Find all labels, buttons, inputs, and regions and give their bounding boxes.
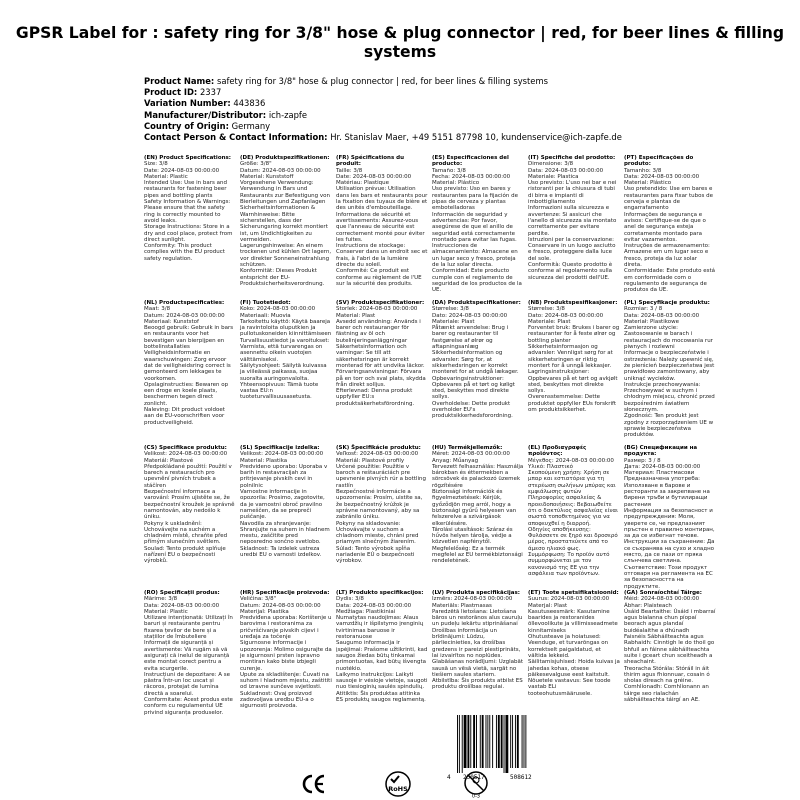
info-row <box>144 87 784 98</box>
spec-line: Datum: 2024-08-03 00:00:00 <box>240 602 321 609</box>
spec-heading: (PT) Especificações do produto: <box>624 155 694 168</box>
spec-section <box>528 445 620 585</box>
spec-line: Material: Plastika <box>240 457 288 464</box>
barcode-bar <box>498 715 500 768</box>
spec-line: Informacje o bezpieczeństwie i ostrzeżenia: Należy upewnić się, że pierścień bezpieczeństwa jest prawidłowo zamontowany, aby uniknąć wycieków. <box>624 350 715 382</box>
spec-section <box>432 155 524 295</box>
spec-heading: (CS) Specifikace produktu: <box>144 445 227 451</box>
spec-line: Beoogd gebruik: Gebruik in bars en restaurants voor het bevestigen van bierpijpen en bottelinstallaties <box>144 325 234 351</box>
spec-line: Storlek: 2024-08-03 00:00:00 <box>336 306 418 313</box>
spec-line: Matériau: Plastique <box>336 180 390 187</box>
spec-line: Material: Plástico <box>432 180 480 187</box>
spec-section <box>432 590 524 730</box>
spec-line: Bezpečnostné informácie a upozornenia: Prosím, uistite sa, že bezpečnostný krúžok je správne namontovaný, aby sa zabránilo úniku. <box>336 489 423 521</box>
spec-section <box>528 155 620 295</box>
info-value: ich-zapfe <box>268 109 308 120</box>
spec-line: Πληροφορίες ασφαλείας & προειδοποιήσεις: Βεβαιωθείτε ότι ο δακτύλιος ασφαλείας είναι σωστά τοποθετημένος για να αποφευχθεί η διαρροή. <box>528 495 619 527</box>
spec-heading: (SK) Špecifikácie produktu: <box>336 445 421 451</box>
spec-line: Sicherheitsinformationen & Warnhinweise: Bitte sicherstellen, dass der Sicherungsring korrekt montiert ist, um Undichtigkeiten zu vermeiden. <box>240 205 328 243</box>
spec-line: Zamierzone użycie: Zastosowanie w barach i restauracjach do mocowania rur piwnych i rozlewni <box>624 325 713 351</box>
spec-section <box>240 300 332 440</box>
spec-line: Informations de sécurité et avertissements: Assurez-vous que l'anneau de sécurité est correctement monté pour éviter les fuites. <box>336 211 425 243</box>
spec-line: Информация за безопасност и предупреждения: Моля, уверете се, че предпазният пръстен е правилно монтиран, за да се избегнат течове. <box>624 507 715 540</box>
spec-line: Navodila za shranjevanje: Shranjujte na suhem in hladnem mestu, zaščitite pred neposredno sončno svetlobo. <box>240 520 330 546</box>
info-label: Manufacturer/Distributor: <box>144 109 267 120</box>
spec-line: Efterlevnad: Denna produkt uppfyller EU:s produktsäkerhetsförordning. <box>336 388 415 407</box>
spec-line: Opbevaringsinstruktioner: Opbevares på et tørt og køligt sted, beskyttes mod direkte sollys. <box>432 375 515 401</box>
info-label: Country of Origin: <box>144 120 229 131</box>
barcode-lead-digit: 4 <box>447 774 451 781</box>
spec-line: Predvideno uporabo: Uporaba v barih in restavracijah za pritrjevanje pivskih cevi in polnilnic <box>240 463 328 489</box>
spec-line: Tárolási utasítások: Száraz és hűvös helyen tárolja, védje a közvetlen napfénytől. <box>432 526 513 546</box>
spec-line: Pokyny na skladovanie: Uchovávajte v suchom a chladnom mieste, chráni pred priamym slnečným žiarením. <box>336 520 419 546</box>
spec-section <box>144 445 236 585</box>
spec-line: Size: 3/8 <box>144 161 168 168</box>
spec-line: Størrelse: 3/8 <box>432 306 469 313</box>
barcode-bar <box>487 715 488 768</box>
spec-line: Biztonsági információk és figyelmeztetések: Kérjük, győződjön meg arról, hogy a biztonsági gyűrű helyesen van felszerelve a szivárgások elkerülésére. <box>432 489 517 527</box>
info-value: 2337 <box>199 87 222 98</box>
spec-line: Dato: 2024-08-03 00:00:00 <box>432 312 508 319</box>
spec-line: Dimensione: 3/8 <box>528 161 574 168</box>
spec-line: Conformidade: Este produto está em conformidade com o regulamento de segurança de produtos da UE. <box>624 268 716 294</box>
spec-line: Úsáid Beartaithe: Úsáid i mbarraí agus bialanna chun píopaí beorach agus plandaí buidéalaithe a dhúnadh <box>624 608 716 634</box>
spec-line: Materijal: Plastika <box>240 608 289 615</box>
spec-line: Størrelse: 3/8 <box>528 306 565 313</box>
spec-heading: (RO) Specificații produs: <box>144 590 220 596</box>
spec-line: Glabāšanas norādījumi: Uzglabāt sausā un vēsā vietā, sargāt no tiešiem saules stariem. <box>432 659 524 678</box>
info-value: safety ring for 3/8" hose & plug connector | red, for beer lines & filling systems <box>216 76 548 86</box>
spec-heading: (FR) Spécifications du produit: <box>336 155 405 168</box>
spec-line: Atitiktis: Šis produktas atitinka ES produktų saugos reglamentą. <box>336 690 426 704</box>
spec-line: Data: 2024-08-03 00:00:00 <box>144 602 220 609</box>
spec-line: Material: Kunststoff <box>240 173 294 180</box>
rohs-icon <box>384 770 412 798</box>
barcode-bar <box>459 715 460 773</box>
spec-line: Ohutusteave ja hoiatused: Veenduge, et turvarõngas on korrektselt paigaldatud, et vältida lekkeid. <box>528 634 609 659</box>
spec-line: Påtænkt anvendelse: Brug i barer og restauranter til fastgørelse af ølrør og aftapningsanlæg <box>432 325 509 351</box>
spec-section <box>528 300 620 440</box>
barcode-group-1: 250517 <box>463 774 485 781</box>
spec-line: Veľkosť: 2024-08-03 00:00:00 <box>336 451 419 458</box>
spec-section <box>240 155 332 295</box>
spec-line: Material: Plast <box>336 312 376 319</box>
spec-line: Veiligheidsinformatie en waarschuwingen: Zorg ervoor dat de veiligheidsring correct is gemonteerd om lekkages te voorkomen. <box>144 350 231 382</box>
barcode-bar <box>467 715 469 768</box>
spec-line: Méid: 2024-08-03 00:00:00 <box>624 596 700 603</box>
spec-heading: (NB) Produktspesifikasjoner: <box>528 300 618 306</box>
spec-line: Uso previsto: Uso en bares y restaurantes para la fijación de pipas de cerveza y plantas embotelladoras <box>432 186 518 212</box>
spec-heading: (EN) Product Specifications: <box>144 155 231 161</box>
page-title: GPSR Label for : safety ring for 3/8" hose & plug connector | red, for beer lines & filling systems <box>15 24 785 61</box>
info-row <box>144 76 784 87</box>
spec-line: Data: 2024-08-03 00:00:00 <box>624 173 700 180</box>
barcode-bar <box>504 715 505 773</box>
barcode-bar <box>473 715 475 768</box>
spec-line: Skladnost: Ta izdelek ustreza uredbi EU o varnosti izdelkov. <box>240 545 322 559</box>
spec-line: Atbilstība: Šis produkts atbilst ES produktu drošības regulai. <box>432 678 523 691</box>
compliance-icons <box>0 770 800 800</box>
specification-grid <box>144 155 719 735</box>
info-row <box>144 121 784 132</box>
barcode-bar <box>482 715 484 768</box>
spec-section <box>336 300 428 440</box>
spec-section <box>144 590 236 730</box>
spec-line: Koko: 2024-08-03 00:00:00 <box>240 306 316 313</box>
rohs-label: RoHS <box>388 785 408 793</box>
spec-line: Treoracha Stórála: Stóráil in áit thirim agus fhionnuar, cosain ó sholas díreach na gréine. <box>624 665 710 685</box>
spec-line: Дата: 2024-08-03 00:00:00 <box>624 463 701 470</box>
spec-line: Conformité: Ce produit est conforme au règlement de l'UE sur la sécurité des produits. <box>336 268 422 287</box>
spec-line: Data: 2024-08-03 00:00:00 <box>624 312 700 319</box>
spec-line: Předpokládané použití: Použití v barech a restauracích pro upevnění pivních trubek a stáčíren <box>144 463 232 489</box>
spec-line: Forventet bruk: Brukes i barer og restauranter for å feste ølrør og bottling planter <box>528 325 620 344</box>
spec-line: Maat: 3/8 <box>144 306 171 313</box>
spec-line: Mărime: 3/8 <box>144 596 178 603</box>
info-label: Product ID: <box>144 87 198 98</box>
product-info <box>144 76 784 143</box>
spec-line: Tamanho: 3/8 <box>624 167 662 174</box>
ce-mark-icon <box>300 770 328 798</box>
barcode-bar <box>496 715 497 768</box>
spec-line: Pokyny k uskladnění: Uchovávejte na suchém a chladném místě, chraňte před přímým slunečním světlem. <box>144 520 228 546</box>
spec-band <box>144 590 719 733</box>
spec-line: Instructions de stockage: Conserver dans un endroit sec et frais, à l'abri de la lumière directe du soleil. <box>336 243 428 269</box>
spec-line: Sigurnosne informacije i upozorenja: Molimo osigurajte da je sigurnosni prsten ispravno montiran kako biste izbjegli curenje. <box>240 640 332 672</box>
spec-line: Opslaginstructies: Bewaren op een droge en koele plaats, beschermen tegen direct zonlicht. <box>144 381 229 407</box>
spec-line: Bezpečnostní informace a varování: Prosím ujistěte se, že bezpečnostní kroužek je správně namontován, aby nedošlo k úniku. <box>144 489 235 521</box>
spec-line: Förvaringsanvisningar: Förvara på en torr och sval plats, skydda från direkt solljus. <box>336 369 426 388</box>
spec-line: Intended Use: Use in bars and restaurants for fastening beer pipes and bottling plants <box>144 180 227 199</box>
spec-band <box>144 300 719 443</box>
barcode-bar <box>457 715 458 773</box>
spec-line: Nõuetele vastavus: See toode vastab ELi tooteohutusmäärusele. <box>528 678 611 697</box>
spec-line: Οδηγίες αποθήκευσης: Φυλάσσετε σε ξηρό και δροσερό μέρος, προστατεύετε από το άμεσο ηλιακό φως. <box>528 526 618 552</box>
spec-line: Overholdelse: Dette produkt overholder EU's produktsikkerhedsforordning. <box>432 400 513 420</box>
spec-line: Utilizare intenționată: Utilizați în baruri și restaurante pentru fixarea țevilor de bere și a stațiilor de îmbuteliere <box>144 615 233 641</box>
spec-line: Avsedd användning: Används i barer och restauranger för fästning av öl och butelinjeringanläggningar <box>336 318 421 344</box>
age-label: 0-3 <box>471 793 481 800</box>
barcode-bars <box>455 715 555 773</box>
spec-line: Anyag: Műanyag <box>432 457 479 464</box>
spec-line: Información de seguridad y advertencias: Por favor, asegúrese de que el anillo de seguridad está correctamente montado para evitar las fugas. <box>432 211 517 243</box>
spec-line: Medžiaga: Plastikiniai <box>336 608 396 615</box>
spec-line: Súlad: Tento výrobok spĺňa nariadenie EÚ o bezpečnosti výrobkov. <box>336 545 415 565</box>
spec-line: Tervezett felhasználás: Használja bárokban és éttermekben a sörcsövek és palackozó üzemek rögzítésére <box>432 463 524 489</box>
spec-line: Material: Plástico <box>624 180 672 187</box>
spec-line: Sikkerhedsinformation og advarsler: Sørg for, at sikkerhedsringen er korrekt monteret for at undgå lækager. <box>432 350 519 376</box>
spec-section <box>144 155 236 295</box>
spec-heading: (DE) Produktspezifikationen: <box>240 155 330 161</box>
spec-line: Laikymo instrukcijos: Laikyti sausoje ir vėsioje vietoje, saugoti nuo tiesioginių saulės spindulių. <box>336 671 428 691</box>
spec-section <box>144 300 236 440</box>
barcode-bar <box>476 715 477 768</box>
spec-heading: (HR) Specifikacije proizvoda: <box>240 590 330 596</box>
spec-line: Date: 2024-08-03 00:00:00 <box>336 173 412 180</box>
spec-heading: (BG) Спецификации на продукта: <box>624 445 698 458</box>
spec-heading: (NL) Productspecificaties: <box>144 300 225 306</box>
spec-line: Paredzētā lietošana: Lietošana bāros un restorānos alus cauruļu un pudeļu iekārtu stiprināšanai <box>432 608 523 628</box>
spec-line: Materiale: Plast <box>432 318 475 325</box>
info-value: Hr. Stanislav Maer, +49 5151 87798 10, kundenservice@ich-zapfe.de <box>330 132 622 143</box>
barcode-group-2: 508612 <box>510 774 532 781</box>
barcode-bar <box>512 715 513 768</box>
spec-line: Konformität: Dieses Produkt entspricht der EU-Produktsicherheitsverordnung. <box>240 268 325 287</box>
spec-line: Comhlíonadh: Comhlíonann an táirge seo rialachán sábháilteachta táirgí an AE. <box>624 684 709 704</box>
barcode-bar <box>515 715 516 768</box>
spec-line: Saugumo informacija ir įspėjimai: Prašome užtikrinti, kad saugos žiedas būtų tinkamai primontuotas, kad būtų išvengta nuotėkio. <box>336 640 428 672</box>
spec-line: Materiāls: Plastmasas <box>432 602 492 609</box>
barcode-bar <box>525 715 526 768</box>
barcode-bar <box>489 715 490 768</box>
spec-section <box>336 445 428 585</box>
spec-section <box>432 300 524 440</box>
spec-line: Materiale: Plastica <box>528 173 579 180</box>
spec-line: Материал: Пластмасови <box>624 470 695 477</box>
info-label: Contact Person & Contact Information: <box>144 132 328 143</box>
spec-line: Upute za skladištenje: Čuvati na suhom i hladnom mjestu, zaštititi od izravne sunčeve svjetlosti. <box>240 671 332 691</box>
spec-line: Kasutuseesmärk: Kasutamine baarides ja restoranides õllevoolikute ja villimisseadmete kinnitamiseks <box>528 608 618 634</box>
spec-line: Размер: 3 / 8 <box>624 457 661 464</box>
spec-line: Predviđena uporaba: Korištenje u barovima i restoranima za pričvršćivanje pivskih cijevi i uređaja za točenje <box>240 615 332 641</box>
spec-line: Materiał: Plastikowe <box>624 318 679 325</box>
spec-line: Informações de segurança e avisos: Certifique-se de que o anel de segurança esteja corretamente montado para evitar vazamentos. <box>624 211 706 243</box>
spec-line: Zgodność: Ten produkt jest zgodny z rozporządzeniem UE w sprawie bezpieczeństwa produktów. <box>624 413 714 439</box>
spec-line: Uso pretendido: Use em bares e restaurantes para fixar tubos de cerveja e plantas de engarrafamento <box>624 186 714 212</box>
info-value: 443836 <box>233 98 266 109</box>
spec-line: Materiál: Plastové profily <box>336 457 405 464</box>
spec-line: Overensstemmelse: Dette produktet oppfyller EUs forskrift om produktsikkerhet. <box>528 394 617 414</box>
spec-line: Dato: 2024-08-03 00:00:00 <box>528 312 604 319</box>
spec-line: Numatytas naudojimas: Alaus vamzdžių ir išpilstymo įrenginių tvirtinimas baruose ir restoranuose <box>336 615 424 641</box>
spec-line: Naleving: Dit product voldoet aan de EU-voorschriften voor productveiligheid. <box>144 407 225 426</box>
spec-line: Lagringsinstruksjoner: Oppbevares på et tørt og avkjølt sted, beskyttes mot direkte sollys. <box>528 369 618 395</box>
spec-line: Izmērs: 2024-08-03 00:00:00 <box>432 596 513 603</box>
spec-line: Turvallisuustiedot ja varoitukset: Varmista, että turvarengas on asennettu oikein vuotojen välttämiseksi. <box>240 337 330 363</box>
spec-line: Veličina: 3/8" <box>240 596 277 603</box>
spec-line: Informazioni sulla sicurezza e avvertenze: Si assicuri che l'anello di sicurezza sia montato correttamente per evitare perdite. <box>528 205 617 237</box>
spec-line: Istruzioni per la conservazione: Conservare in un luogo asciutto e fresco, proteggere dalla luce del sole. <box>528 236 616 262</box>
barcode-bar <box>470 715 471 768</box>
spec-line: Megfelelőség: Ez a termék megfelel az EU termékbiztonsági rendeletének. <box>432 545 523 565</box>
spec-line: Συμμόρφωση: Το προϊόν αυτό συμμορφώνεται με τον κανονισμό της ΕΕ για την ασφάλεια των προϊόντων. <box>528 552 610 577</box>
barcode-bar <box>462 715 463 773</box>
spec-line: Υλικό: Πλαστικό <box>528 463 573 470</box>
info-value: Germany <box>231 120 271 131</box>
spec-line: Data: 2024-08-03 00:00:00 <box>336 602 412 609</box>
spec-line: Velikost: 2024-08-03 00:00:00 <box>240 451 324 458</box>
spec-line: Materiaali: Muovia <box>240 312 291 319</box>
spec-heading: (LT) Produkto specifikacijos: <box>336 590 424 596</box>
spec-line: Lagerungshinweise: An einem trockenen und kühlen Ort lagern, vor direkter Sonneneinstrahlung schützen. <box>240 243 332 269</box>
barcode-bar <box>480 715 481 768</box>
barcode-bar <box>524 715 525 768</box>
spec-section <box>240 445 332 585</box>
spec-band <box>144 155 719 298</box>
spec-line: Instrucțiuni de depozitare: A se păstra într-un loc uscat și răcoros, protejat de lumina directă a soarelui. <box>144 671 231 697</box>
spec-line: Material: Plastic <box>144 173 188 180</box>
spec-line: Rozmiar: 3 / 8 <box>624 306 663 313</box>
spec-line: Určené použitie: Použitie v baroch a reštauráciách pre upevnenie pivných rúr a bottling rastlín <box>336 463 426 489</box>
spec-line: Materiaal: Kunststof <box>144 318 199 325</box>
spec-heading: (GA) Sonraíochtaí Táirge: <box>624 590 702 596</box>
spec-heading: (SV) Produktspecifikationer: <box>336 300 425 306</box>
spec-heading: (HU) Termékjellemzők: <box>432 445 503 451</box>
spec-heading: (DA) Produktspecifikationer: <box>432 300 521 306</box>
spec-heading: (ET) Toote spetsifikatsioonid: <box>528 590 619 596</box>
spec-line: Suurus: 2024-08-03 00:00:00 <box>528 596 610 603</box>
spec-line: Säilitamisjuhised: Hoida kuivas ja jahedas kohas, otsese päikesevalguse eest kaitstult. <box>528 659 620 678</box>
not-for-children-0-3-icon <box>462 770 490 798</box>
spec-line: Vorgesehene Verwendung: Verwendung in Bars und Restaurants zur Befestigung von Bierleitungen und Zapfanlagen <box>240 180 330 206</box>
spec-line: Conformidad: Este producto cumple con el reglamento de seguridad de los productos de la UE. <box>432 268 522 294</box>
spec-section <box>528 590 620 730</box>
spec-line: Предназначена употреба: Използване в барове и ресторанти за закрепване на бирени тръби и бутилиращи растения <box>624 476 710 508</box>
spec-line: Datum: 2024-08-03 00:00:00 <box>240 167 321 174</box>
spec-line: Date: 2024-08-03 00:00:00 <box>144 167 220 174</box>
spec-line: Instrukcje przechowywania: Przechowywać w suchym i chłodnym miejscu, chronić przed bezpośrednim światłem słonecznym. <box>624 381 715 414</box>
spec-heading: (SL) Specifikacije izdelka: <box>240 445 320 451</box>
spec-heading: (ES) Especificaciones del producto: <box>432 155 509 168</box>
spec-line: Conformità: Questo prodotto è conforme al regolamento sulla sicurezza dei prodotti dell'UE. <box>528 262 613 281</box>
barcode-bar <box>501 715 503 768</box>
spec-line: Sukladnost: Ovaj proizvod zadovoljava uredbu EU-a o sigurnosti proizvoda. <box>240 690 314 710</box>
spec-heading: (IT) Specifiche del prodotto: <box>528 155 616 161</box>
info-row <box>144 110 784 121</box>
spec-line: Μέγεθος: 2024-08-03 00:00:00 <box>528 457 614 464</box>
barcode-bar <box>522 715 523 768</box>
spec-band <box>144 445 719 588</box>
spec-line: Tarkoitettu käyttö: Käytä baareja ja ravintoloita oluputkien ja pullotuskoneiden kiinnittämiseen <box>240 318 332 338</box>
info-label: Product Name: <box>144 76 215 86</box>
spec-line: Méret: 2024-08-03 00:00:00 <box>432 451 510 458</box>
spec-heading: (LV) Produkta specifikācijas: <box>432 590 520 596</box>
spec-section <box>336 155 428 295</box>
spec-line: Storage Instructions: Store in a dry and cool place, protect from direct sunlight. <box>144 224 233 243</box>
spec-line: Drošības informācija un brīdinājumi: Lūdzu, pārliecinieties, ka drošības gredzens ir pareizi piestiprināts, lai izvairītos no noplūdes. <box>432 627 521 659</box>
spec-line: Velikost: 2024-08-03 00:00:00 <box>144 451 228 458</box>
spec-line: Materiál: Plastové <box>144 457 194 464</box>
info-label: Variation Number: <box>144 98 231 109</box>
spec-section <box>240 590 332 730</box>
spec-line: Faisnéis Sábháilteachta agus Rabhaidh: Cinntigh le do thoil go bhfuil an fáinne sábháilteachta suite i gceart chun sceitheadh a sheachaint. <box>624 634 715 666</box>
spec-line: Datum: 2024-08-03 00:00:00 <box>144 312 225 319</box>
spec-line: Materiale: Plast <box>528 318 571 325</box>
spec-heading: (PL) Specyfikacje produktu: <box>624 300 710 306</box>
spec-line: Fecha: 2024-08-03 00:00:00 <box>432 173 511 180</box>
spec-line: Yhteensopivuus: Tämä tuote vastaa EU:n tuoteturvallisuusasetusta. <box>240 381 319 401</box>
spec-line: Material: Plastic <box>144 608 188 615</box>
barcode-bar <box>510 715 511 768</box>
spec-line: Σκοπούμενη χρήση: Χρήση σε μπαρ και εστιατόρια για τη στερέωση σωλήνων μπύρας και εμφιάλωσης φυτών <box>528 470 616 496</box>
spec-line: Ábhar: Plaisteach <box>624 602 672 609</box>
info-row <box>144 98 784 109</box>
spec-line: Conformitate: Acest produs este conform cu regulamentul UE privind siguranța produselor. <box>144 697 233 716</box>
spec-line: Sikkerhetsinformasjon og advarsler: Vennligst sørg for at sikkerhetsringen er riktig montert for å unngå lekkasjer. <box>528 344 613 369</box>
spec-line: Uso previsto: L'uso nei bar e nei ristoranti per la chiusura di tubi di birra e impianti di imbottigliamento <box>528 180 617 206</box>
spec-line: Data: 2024-08-03 00:00:00 <box>528 167 604 174</box>
spec-line: Größe: 3/8" <box>240 161 272 168</box>
spec-section <box>624 300 716 440</box>
spec-heading: (FI) Tuotetiedot: <box>240 300 291 306</box>
spec-line: Instrucciones de almacenamiento: Almacene en un lugar seco y fresco, proteja de la luz solar directa. <box>432 243 518 269</box>
barcode-bar <box>505 715 508 773</box>
spec-section <box>432 445 524 585</box>
spec-line: Conformity: This product complies with the EU product safety regulation. <box>144 243 225 262</box>
spec-line: Dydis: 3/8 <box>336 596 364 603</box>
spec-section <box>624 155 716 295</box>
spec-line: Instruções de armazenamento: Armazene em um lugar seco e fresco, proteja da luz solar direta. <box>624 243 710 269</box>
spec-line: Tamaño: 3/8 <box>432 167 466 174</box>
spec-section <box>624 590 716 730</box>
spec-line: Taille: 3/8 <box>336 167 363 174</box>
spec-line: Инструкции за съхранение: Да се съхранява на сухо и хладно място, да се пази от пряка слънчева светлина. <box>624 539 715 565</box>
barcode-bar <box>517 715 519 768</box>
spec-line: Soulad: Tento produkt splňuje nařízení EU o bezpečnosti výrobků. <box>144 545 226 565</box>
spec-section <box>336 590 428 730</box>
spec-line: Utilisation prévue: Utilisation dans les bars et restaurants pour la fixation des tuyaux de bière et des unités d'embouteillage. <box>336 186 428 212</box>
spec-line: Varnostne informacije in opozorila: Prosimo, zagotovite, da je varnostni obroč pravilno nameščen, da se prepreči puščanje. <box>240 489 325 521</box>
spec-line: Säkerhetsinformation och varningar: Se till att säkerhetsringen är korrekt monterad för att undvika läckor. <box>336 344 425 369</box>
info-row <box>144 132 784 143</box>
barcode-bar <box>486 715 487 768</box>
spec-line: Säilytysohjeet: Säilytä kuivassa ja viileässä paikassa, suojaa suoralta auringonvalolta. <box>240 362 327 382</box>
barcode-bar <box>464 715 467 768</box>
barcode-bar <box>492 715 493 768</box>
spec-line: Informații de siguranță și avertismente: Vă rugăm să vă asigurați că inelul de siguranță este montat corect pentru a evita scurgerile. <box>144 640 230 672</box>
spec-line: Съответствие: Този продукт отговаря на регламента на ЕС за безопасността на продуктите. <box>624 564 713 590</box>
spec-line: Materjal: Plast <box>528 602 568 609</box>
spec-line: Safety Information & Warnings: Please ensure that the safety ring is correctly mounted to avoid leaks. <box>144 199 231 224</box>
spec-heading: (EL) Προδιαγραφές προϊόντος: <box>528 445 587 458</box>
spec-section <box>624 445 716 590</box>
